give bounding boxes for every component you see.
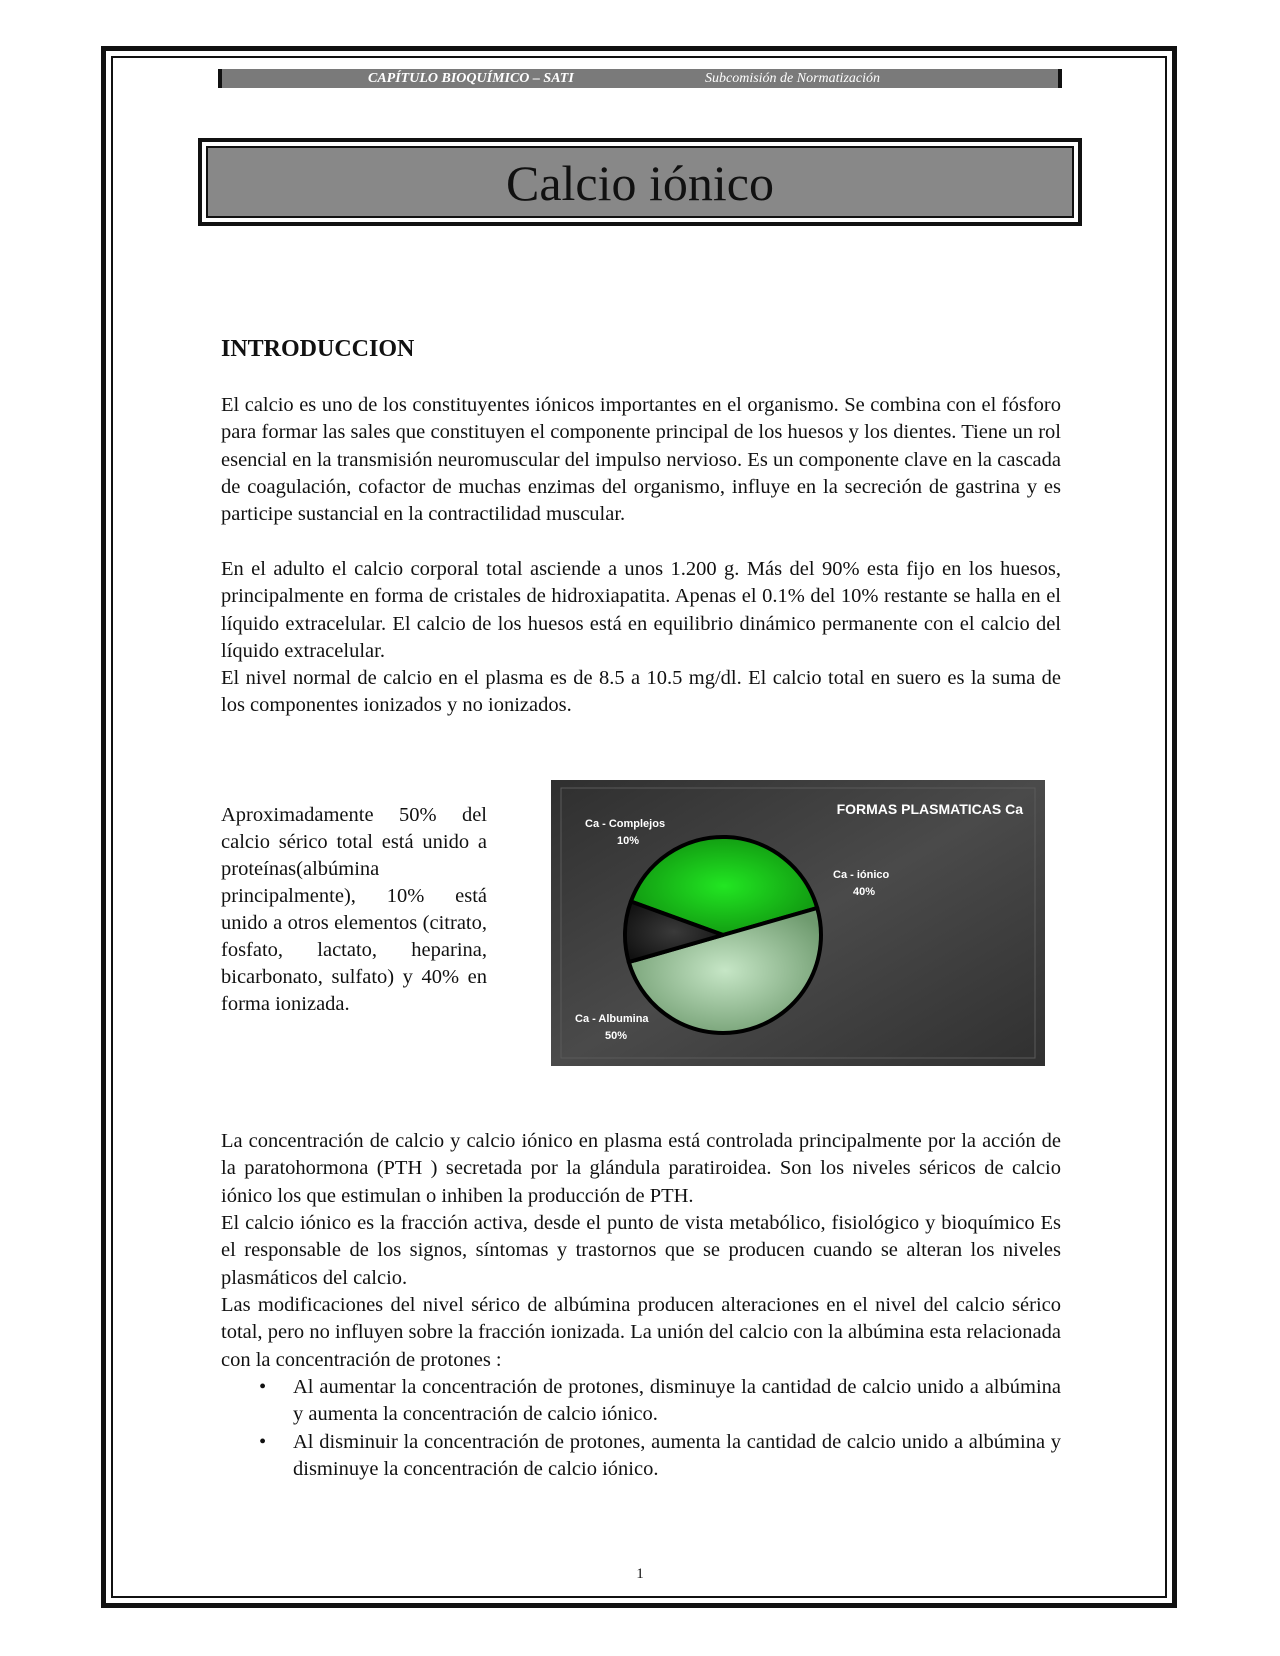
section-heading: INTRODUCCION <box>221 336 415 362</box>
running-header <box>218 69 1062 88</box>
bullet-marker: • <box>259 1376 267 1398</box>
paragraph-albumin: Las modificaciones del nivel sérico de albúmina producen alteraciones en el nivel del calcio sérico total, pero no influyen sobre la fracción ionizada. La unión del calcio con la albúmina esta relacionada con la concentración de protones : <box>221 1294 1061 1371</box>
list-item <box>221 1374 1061 1429</box>
paragraph-fractions: Aproximadamente 50% del calcio sérico total está unido a proteínas(albúmina principalmente), 10% está unido a otros elementos (citrato, fosfato, lactato, heparina, bicarbonato, sulfato) y 40% en forma ionizada. <box>221 804 487 1015</box>
paragraph-active-fraction: El calcio iónico es la fracción activa, desde el punto de vista metabólico, fisiológico y bioquímico Es el responsable de los signos, síntomas y trastornos que se producen cuando se alteran los niveles plasmáticos del calcio. <box>221 1212 1061 1289</box>
label-ionico: Ca - iónico <box>833 869 890 881</box>
list-item-text: Al disminuir la concentración de protones, aumenta la cantidad de calcio unido a albúmina y disminuye la concentración de calcio iónico. <box>293 1430 1061 1480</box>
pie-chart <box>551 780 1045 1066</box>
header-subcommission: Subcomisión de Normatización <box>705 71 880 86</box>
chart-title: FORMAS PLASMATICAS Ca <box>836 801 1023 817</box>
bullet-marker: • <box>259 1430 267 1453</box>
list-item <box>221 1429 1061 1484</box>
header-chapter: CAPÍTULO BIOQUÍMICO – SATI <box>368 71 574 86</box>
paragraph-intro-3: El nivel normal de calcio en el plasma es de 8.5 a 10.5 mg/dl. El calcio total en suero es la suma de los componentes ionizados y no ionizados. <box>221 667 1061 717</box>
page-number: 1 <box>636 1566 644 1582</box>
label-complejos: Ca - Complejos <box>585 818 666 830</box>
paragraph-intro-1: El calcio es uno de los constituyentes iónicos importantes en el organismo. Se combina con el fósforo para formar las sales que constituyen el componente principal de los huesos y los dientes. Tiene un rol esencial en la transmisión neuromuscular del impulso nervioso. Es un componente clave en la cascada de coagulación, cofactor de muchas enzimas del organismo, influye en la secreción de gastrina y es participe sustancial en la contractilidad muscular. <box>221 394 1061 526</box>
bullet-list <box>221 1374 1061 1483</box>
value-ionico: 40% <box>853 886 876 898</box>
page-title: Calcio iónico <box>506 155 774 211</box>
list-item-text: Al aumentar la concentración de protones, disminuye la cantidad de calcio unido a albúmina y aumenta la concentración de calcio iónico. <box>293 1376 1061 1426</box>
paragraph-intro-2: En el adulto el calcio corporal total asciende a unos 1.200 g. Más del 90% esta fijo en los huesos, principalmente en forma de cristales de hidroxiapatita. Apenas el 0.1% del 10% restante se halla en el líquido extracelular. El calcio de los huesos está en equilibrio dinámico permanente con el calcio del líquido extracelular. <box>221 558 1061 662</box>
pie-chart-svg <box>551 780 1045 1066</box>
value-complejos: 10% <box>617 835 640 847</box>
value-albumina: 50% <box>605 1030 628 1042</box>
paragraph-pth: La concentración de calcio y calcio iónico en plasma está controlada principalmente por la acción de la paratohormona (PTH ) secretada por la glándula paratiroidea. Son los niveles séricos de calcio iónico los que estimulan o inhiben la producción de PTH. <box>221 1130 1061 1207</box>
label-albumina: Ca - Albumina <box>575 1013 649 1025</box>
